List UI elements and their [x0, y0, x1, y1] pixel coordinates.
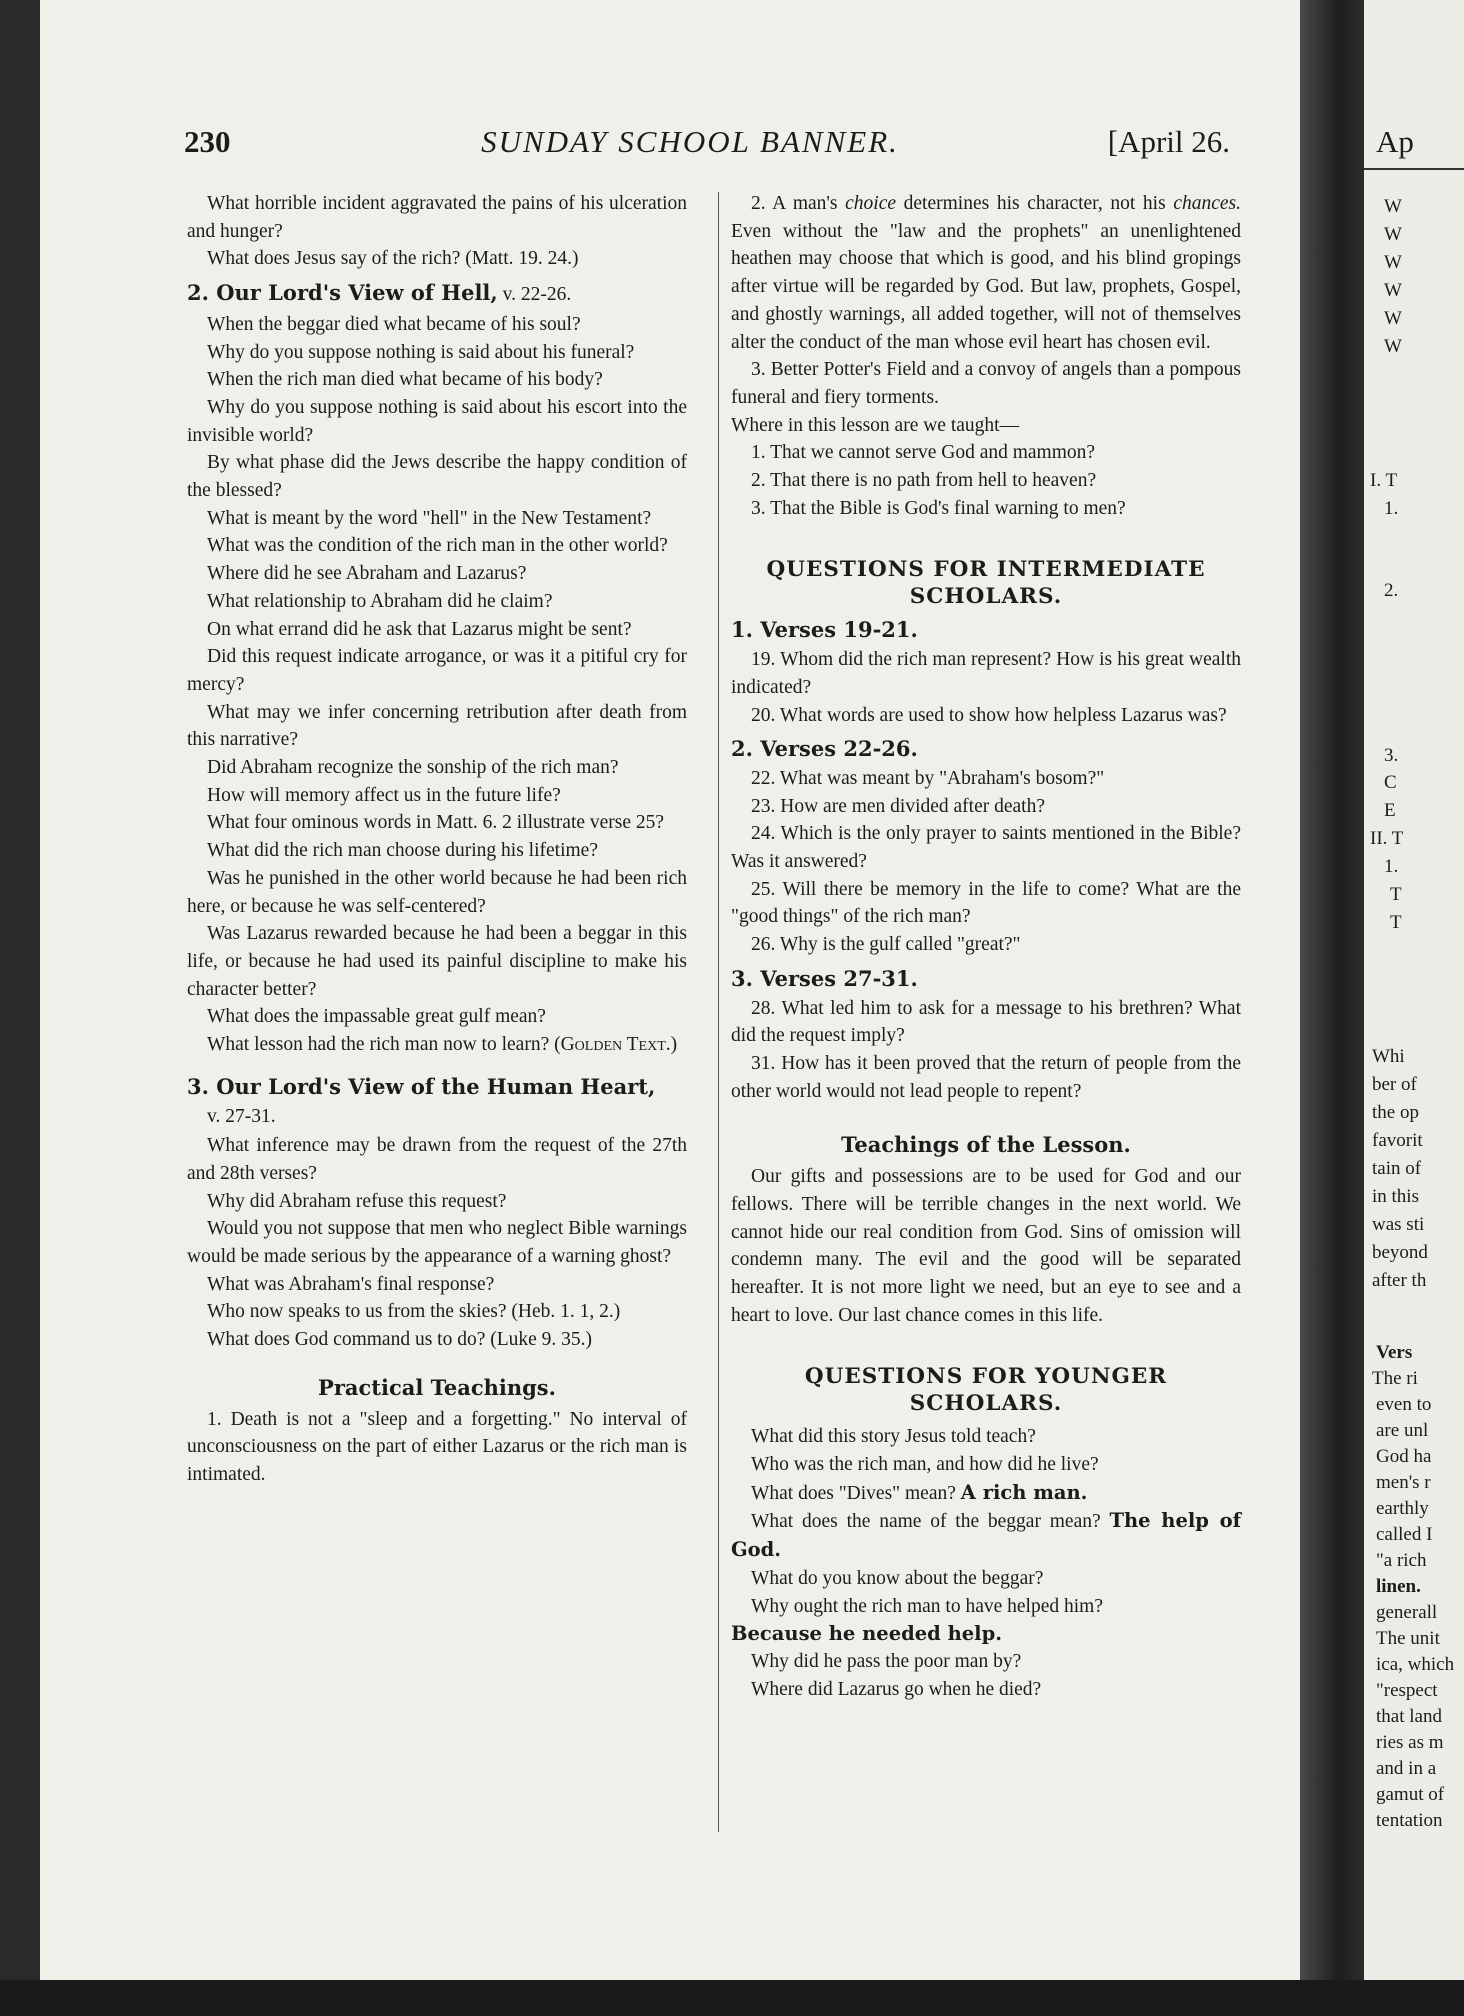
- facing-page-text-fragment: W: [1384, 280, 1402, 301]
- question: What four ominous words in Matt. 6. 2 illustrate verse 25?: [207, 812, 665, 834]
- page-number: 230: [184, 124, 231, 159]
- facing-page-text-fragment: "respect: [1376, 1680, 1438, 1701]
- question: What does the impassable great gulf mean?: [207, 1006, 546, 1028]
- question: What was Abraham's final response?: [207, 1273, 495, 1295]
- question: Did Abraham recognize the sonship of the rich man?: [207, 757, 619, 779]
- facing-page-text-fragment: that land: [1376, 1706, 1442, 1727]
- question: Where did Lazarus go when he died?: [751, 1678, 1042, 1700]
- question: [187, 1031, 687, 1059]
- facing-page-text-fragment: beyond: [1372, 1242, 1428, 1263]
- text-run: determines his character, not his: [896, 193, 1174, 214]
- question: Who was the rich man, and how did he live?: [751, 1454, 1099, 1476]
- question: Would you not suppose that men who neglect Bible warnings would be made serious by the appearance of a warning ghost?: [187, 1218, 687, 1268]
- question: Why do you suppose nothing is said about his escort into the invisible world?: [187, 396, 687, 446]
- question: What relationship to Abraham did he claim?: [207, 590, 553, 612]
- verse-reference: v. 27-31.: [207, 1105, 276, 1127]
- facing-page-text-fragment: God ha: [1376, 1446, 1432, 1467]
- section-heading-hell: [187, 279, 687, 309]
- facing-page-text-fragment: W: [1384, 224, 1402, 245]
- list-item: 1. That we cannot serve God and mammon?: [751, 442, 1096, 464]
- question-list: [731, 765, 1241, 959]
- question: What does Jesus say of the rich? (Matt. 19. 24.): [207, 248, 579, 270]
- facing-page-text-fragment: W: [1384, 196, 1402, 217]
- facing-page-text-fragment: ica, which: [1376, 1654, 1455, 1675]
- question-text: What does "Dives" mean?: [751, 1482, 956, 1504]
- facing-page-header: Ap: [1376, 124, 1414, 159]
- facing-page-text-fragment: men's r: [1376, 1472, 1431, 1493]
- question: 26. Why is the gulf called "great?": [751, 934, 1021, 956]
- question: What inference may be drawn from the request of the 27th and 28th verses?: [187, 1135, 687, 1184]
- teaching-paragraph: 3. Better Potter's Field and a convoy of angels than a pompous funeral and fiery torments.: [731, 359, 1241, 408]
- question: [731, 1507, 1241, 1564]
- question: 28. What led him to ask for a message to his brethren? What did the request imply?: [731, 997, 1241, 1047]
- teaching-paragraph: 1. Death is not a "sleep and a forgetting." No interval of unconsciousness on the part of either Lazarus or the rich man is intimated.: [187, 1408, 687, 1485]
- facing-page-text-fragment: tentation: [1376, 1810, 1443, 1831]
- facing-page-text-fragment: The unit: [1376, 1628, 1440, 1649]
- question-list: [187, 1132, 687, 1354]
- question-text: What does the name of the beggar mean?: [751, 1511, 1101, 1533]
- facing-page-text-fragment: W: [1384, 308, 1402, 329]
- facing-page-text-fragment: W: [1384, 252, 1402, 273]
- question: 31. How has it been proved that the return of people from the other world would not lead people to repent?: [731, 1052, 1241, 1102]
- facing-page-text-fragment: in this: [1372, 1186, 1419, 1207]
- facing-page-text-fragment: Vers: [1376, 1342, 1413, 1363]
- facing-page-text-fragment: The ri: [1372, 1368, 1418, 1389]
- verses-heading: 1. Verses 19-21.: [731, 617, 918, 643]
- facing-page-text-fragment: E: [1384, 800, 1396, 821]
- scan-bottom-edge: [0, 1980, 1464, 2016]
- section-title: 2. Our Lord's View of Hell,: [187, 280, 498, 306]
- facing-page-text-fragment: "a rich: [1376, 1550, 1427, 1571]
- section-heading-heart: [187, 1073, 687, 1130]
- facing-page-text-fragment: 1.: [1384, 856, 1399, 877]
- question: How will memory affect us in the future life?: [207, 784, 561, 806]
- question: What do you know about the beggar?: [751, 1567, 1044, 1589]
- question: [731, 1479, 1241, 1508]
- question: 23. How are men divided after death?: [751, 795, 1046, 817]
- facing-page-text-fragment: tain of: [1372, 1158, 1422, 1179]
- question: What may we infer concerning retribution after death from this narrative?: [187, 701, 687, 751]
- facing-page-text-fragment: II. T: [1370, 828, 1404, 849]
- facing-page-text-fragment: called I: [1376, 1524, 1433, 1545]
- section-title: 3. Our Lord's View of the Human Heart,: [187, 1073, 656, 1099]
- list-item: 2. That there is no path from hell to heaven?: [751, 470, 1097, 492]
- golden-text-ref: (Golden Text.): [554, 1034, 678, 1056]
- taught-list: [731, 439, 1241, 522]
- facing-page-text-fragment: T: [1390, 884, 1402, 905]
- question-list: [187, 311, 687, 1031]
- facing-page-text-fragment: gamut of: [1376, 1784, 1445, 1805]
- question: When the rich man died what became of his body?: [207, 369, 603, 391]
- question: Where did he see Abraham and Lazarus?: [207, 563, 527, 585]
- practical-teachings-heading: Practical Teachings.: [318, 1374, 556, 1400]
- question: Why do you suppose nothing is said about his funeral?: [207, 341, 635, 363]
- teaching-paragraph: Our gifts and possessions are to be used for God and our fellows. There will be terrible changes in the next world. We cannot hide our real condition from God. Sins of omission will condemn many. The evil and the good will be separated hereafter. It is not more light we need, but an eye to see and a heart to love. Our last chance comes in this life.: [731, 1166, 1241, 1326]
- question: 20. What words are used to show how helpless Lazarus was?: [751, 704, 1227, 726]
- facing-page-text-fragment: 2.: [1384, 580, 1399, 601]
- facing-page-text-fragment: C: [1384, 772, 1397, 793]
- question: Why did he pass the poor man by?: [751, 1650, 1022, 1672]
- facing-page-text-fragment: and in a: [1376, 1758, 1437, 1779]
- question: 22. What was meant by "Abraham's bosom?": [751, 767, 1105, 789]
- running-title: SUNDAY SCHOOL BANNER.: [481, 124, 899, 159]
- facing-page-text-fragment: was sti: [1372, 1214, 1425, 1235]
- list-item: 3. That the Bible is God's final warning to men?: [751, 497, 1126, 519]
- question: Was he punished in the other world because he had been rich here, or because he was self-centered?: [187, 867, 687, 917]
- facing-page-text-fragment: ber of: [1372, 1074, 1417, 1095]
- facing-page-text-fragment: I. T: [1370, 470, 1398, 491]
- text-run: Even without the "law and the prophets" an unenlightened heathen may choose that which is good, and his blind gropings after virtue will be regarded by God. But law, prophets, Gospel, and ghostly warnings, all added together, will not of themselves alter the conduct of the man whose evil heart has chosen evil.: [731, 220, 1241, 353]
- facing-page-text-fragment: W: [1384, 336, 1402, 357]
- verses-heading: 2. Verses 22-26.: [731, 736, 918, 762]
- question: What did this story Jesus told teach?: [751, 1426, 1036, 1448]
- question: Did this request indicate arrogance, or was it a pitiful cry for mercy?: [187, 646, 687, 695]
- answer-text: The help of God.: [731, 1509, 1241, 1562]
- text-run: 2. A man's: [751, 193, 846, 214]
- question: Who now speaks to us from the skies? (Heb. 1. 1, 2.): [207, 1301, 621, 1323]
- question: By what phase did the Jews describe the happy condition of the blessed?: [187, 452, 687, 502]
- left-column: [187, 190, 687, 1489]
- facing-page-text-fragment: linen.: [1376, 1576, 1421, 1597]
- facing-page-text-fragment: the op: [1372, 1102, 1419, 1123]
- text-run: choice: [845, 193, 897, 214]
- question: What horrible incident aggravated the pains of his ulceration and hunger?: [187, 193, 687, 242]
- facing-page-text-fragment: Whi: [1372, 1046, 1405, 1067]
- facing-page-rule: [1364, 168, 1464, 170]
- facing-page-text-fragment: even to: [1376, 1394, 1432, 1415]
- facing-page-text-fragment: favorit: [1372, 1130, 1423, 1151]
- column-divider: [718, 192, 719, 1832]
- intermediate-heading: QUESTIONS FOR INTERMEDIATE SCHOLARS.: [766, 557, 1206, 610]
- question: 25. Will there be memory in the life to come? What are the "good things" of the rich man?: [731, 878, 1241, 928]
- answer-text: A rich man.: [960, 1480, 1088, 1504]
- teachings-heading: Teachings of the Lesson.: [841, 1132, 1131, 1158]
- book-gutter: [1300, 0, 1364, 1990]
- facing-page-edge: [1364, 0, 1464, 1980]
- facing-page-text-fragment: ries as m: [1376, 1732, 1444, 1753]
- facing-page-text-fragment: generall: [1376, 1602, 1438, 1623]
- right-column: [731, 190, 1241, 1703]
- question: What is meant by the word "hell" in the New Testament?: [207, 507, 652, 529]
- question: What was the condition of the rich man in the other world?: [207, 535, 668, 557]
- facing-page-text-fragment: are unl: [1376, 1420, 1429, 1441]
- question-list: [731, 995, 1241, 1106]
- question: 19. Whom did the rich man represent? How is his great wealth indicated?: [731, 649, 1241, 698]
- facing-page-text-fragment: earthly: [1376, 1498, 1429, 1519]
- question: What does God command us to do? (Luke 9. 35.): [207, 1329, 593, 1351]
- question: Why did Abraham refuse this request?: [207, 1190, 507, 1212]
- question: Why ought the rich man to have helped him?: [751, 1595, 1103, 1617]
- question: When the beggar died what became of his soul?: [207, 313, 581, 335]
- answer-text: Because he needed help.: [731, 1622, 1002, 1646]
- question: 24. Which is the only prayer to saints mentioned in the Bible? Was it answered?: [731, 823, 1241, 873]
- question: What did the rich man choose during his lifetime?: [207, 840, 598, 862]
- question: On what errand did he ask that Lazarus might be sent?: [207, 618, 632, 640]
- verses-heading: 3. Verses 27-31.: [731, 965, 918, 991]
- text-run: chances.: [1173, 193, 1241, 214]
- younger-heading: QUESTIONS FOR YOUNGER SCHOLARS.: [804, 1364, 1168, 1417]
- book-page: [40, 0, 1340, 1980]
- facing-page-text-fragment: 1.: [1384, 498, 1399, 519]
- teaching-paragraph: [731, 190, 1241, 356]
- issue-date: [April 26.: [1107, 124, 1230, 159]
- verse-reference: v. 22-26.: [497, 284, 572, 306]
- question: Was Lazarus rewarded because he had been a beggar in this life, or because he had used its painful discipline to make his character better?: [187, 923, 687, 1000]
- facing-page-text-fragment: 3.: [1384, 745, 1399, 766]
- facing-page-text-fragment: after th: [1372, 1270, 1427, 1291]
- question-text: What lesson had the rich man now to learn?: [207, 1034, 550, 1056]
- question-list: [731, 646, 1241, 729]
- facing-page-text-fragment: T: [1390, 912, 1402, 933]
- taught-intro: Where in this lesson are we taught—: [731, 414, 1020, 436]
